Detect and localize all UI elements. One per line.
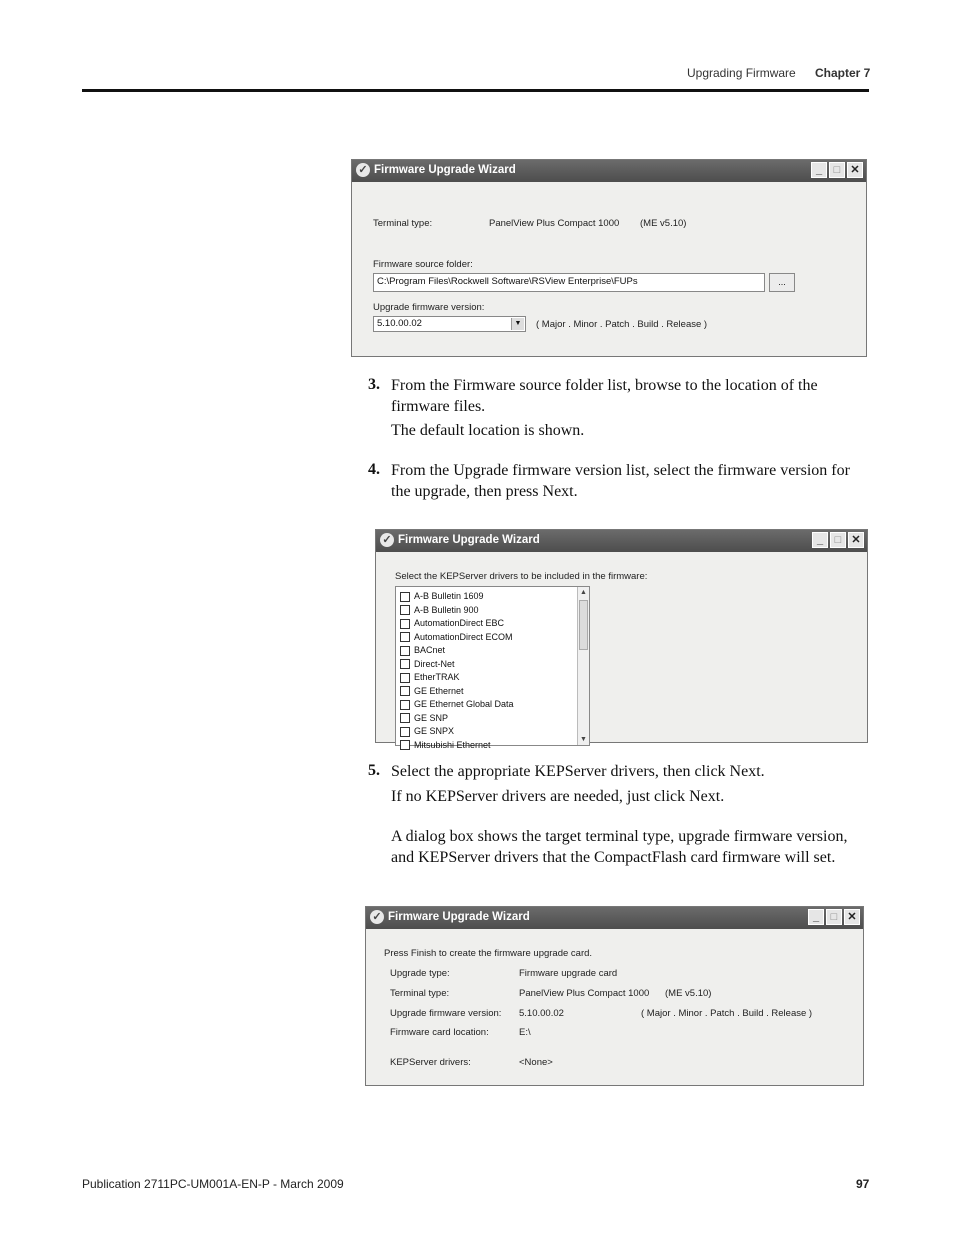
checkbox[interactable] <box>400 605 410 615</box>
firmware-wizard-window-3 <box>365 906 864 1086</box>
title-bar <box>352 160 866 182</box>
list-scrollbar[interactable] <box>577 587 589 745</box>
summary-value: Firmware upgrade card <box>519 968 618 979</box>
step-4-text: From the Upgrade firmware version list, select the firmware version for the upgrade, then press Next. <box>391 462 850 500</box>
checkbox[interactable] <box>400 632 410 642</box>
close-button[interactable]: ✕ <box>847 162 863 178</box>
browse-button[interactable]: ... <box>769 273 795 292</box>
checkbox[interactable] <box>400 713 410 723</box>
step-3-number: 3. <box>368 376 380 393</box>
wizard-app-icon: ✓ <box>356 163 370 177</box>
summary-label: Firmware card location: <box>390 1027 489 1038</box>
close-button[interactable]: ✕ <box>848 532 864 548</box>
checkbox[interactable] <box>400 700 410 710</box>
checkbox[interactable] <box>400 646 410 656</box>
minimize-button[interactable]: _ <box>811 162 827 178</box>
window-title: Firmware Upgrade Wizard <box>398 534 540 546</box>
title-bar <box>366 907 863 929</box>
finish-instruction: Press Finish to create the firmware upgrade card. <box>384 948 593 959</box>
checkbox[interactable] <box>400 659 410 669</box>
list-item[interactable]: GE Ethernet Global Data <box>400 699 514 710</box>
drivers-listbox[interactable] <box>395 586 590 750</box>
running-header-chapter: Chapter 7 <box>815 66 871 80</box>
chevron-down-icon[interactable]: ▼ <box>511 318 524 330</box>
step-4-number: 4. <box>368 461 380 478</box>
step-3-text: From the Firmware source folder list, browse to the location of the firmware files. <box>391 377 818 415</box>
list-item[interactable]: GE SNP <box>400 713 448 724</box>
upgrade-version-label: Upgrade firmware version: <box>373 302 485 313</box>
firmware-wizard-window-1 <box>351 159 867 357</box>
page-number: 97 <box>856 1177 870 1191</box>
drivers-instruction: Select the KEPServer drivers to be included in the firmware: <box>395 571 648 582</box>
list-item[interactable]: GE Ethernet <box>400 686 464 697</box>
source-folder-label: Firmware source folder: <box>373 259 473 270</box>
step-5-number: 5. <box>368 762 380 779</box>
checkbox[interactable] <box>400 727 410 737</box>
terminal-type-value: PanelView Plus Compact 1000 <box>489 218 620 229</box>
scrollbar-thumb[interactable] <box>579 600 588 650</box>
summary-label: KEPServer drivers: <box>390 1057 471 1068</box>
title-bar <box>376 530 867 552</box>
summary-value: 5.10.00.02 <box>519 1008 564 1019</box>
summary-value: PanelView Plus Compact 1000 <box>519 988 650 999</box>
terminal-version: (ME v5.10) <box>640 218 687 229</box>
running-header-section: Upgrading Firmware <box>687 66 796 80</box>
step-5-note: If no KEPServer drivers are needed, just click Next. <box>391 788 725 805</box>
checkbox[interactable] <box>400 686 410 696</box>
summary-label: Upgrade firmware version: <box>390 1008 502 1019</box>
list-item[interactable]: A-B Bulletin 900 <box>400 605 479 616</box>
step-5-text: Select the appropriate KEPServer drivers, then click Next. <box>391 763 765 780</box>
window-title: Firmware Upgrade Wizard <box>388 911 530 923</box>
checkbox[interactable] <box>400 619 410 629</box>
wizard-app-icon: ✓ <box>370 910 384 924</box>
close-button[interactable]: ✕ <box>844 909 860 925</box>
minimize-button[interactable]: _ <box>812 532 828 548</box>
list-item[interactable]: AutomationDirect ECOM <box>400 632 513 643</box>
list-item[interactable]: BACnet <box>400 645 445 656</box>
list-item[interactable]: Mitsubishi Ethernet <box>400 740 491 751</box>
step-5-description: A dialog box shows the target terminal type, upgrade firmware version, and KEPServer drivers that the CompactFlash card firmware will set. <box>391 828 848 866</box>
checkbox[interactable] <box>400 740 410 750</box>
window-title: Firmware Upgrade Wizard <box>374 164 516 176</box>
scroll-down-icon[interactable]: ▼ <box>580 736 587 743</box>
maximize-button[interactable]: □ <box>826 909 842 925</box>
summary-extra: (ME v5.10) <box>665 988 712 999</box>
header-rule <box>82 89 869 92</box>
summary-extra: ( Major . Minor . Patch . Build . Release ) <box>641 1008 813 1019</box>
scroll-up-icon[interactable]: ▲ <box>580 589 587 596</box>
checkbox[interactable] <box>400 592 410 602</box>
summary-value: E:\ <box>519 1027 531 1038</box>
list-item[interactable]: GE SNPX <box>400 726 454 737</box>
maximize-button[interactable]: □ <box>829 162 845 178</box>
checkbox[interactable] <box>400 673 410 683</box>
list-item[interactable]: AutomationDirect EBC <box>400 618 504 629</box>
footer-publication: Publication 2711PC-UM001A-EN-P - March 2009 <box>82 1177 344 1191</box>
list-item[interactable]: EtherTRAK <box>400 672 460 683</box>
summary-label: Terminal type: <box>390 988 450 999</box>
summary-label: Upgrade type: <box>390 968 450 979</box>
summary-value: <None> <box>519 1057 553 1068</box>
maximize-button[interactable]: □ <box>830 532 846 548</box>
firmware-wizard-window-2 <box>375 529 868 750</box>
list-item[interactable]: A-B Bulletin 1609 <box>400 591 484 602</box>
upgrade-version-value: 5.10.00.02 <box>377 318 422 329</box>
step-3-note: The default location is shown. <box>391 422 585 439</box>
terminal-type-label: Terminal type: <box>373 218 433 229</box>
list-item[interactable]: Direct-Net <box>400 659 455 670</box>
upgrade-version-select[interactable] <box>373 316 526 332</box>
source-folder-input[interactable]: C:\Program Files\Rockwell Software\RSView Enterprise\FUPs <box>373 273 765 292</box>
wizard-app-icon: ✓ <box>380 533 394 547</box>
minimize-button[interactable]: _ <box>808 909 824 925</box>
version-format-hint: ( Major . Minor . Patch . Build . Release ) <box>536 319 708 330</box>
